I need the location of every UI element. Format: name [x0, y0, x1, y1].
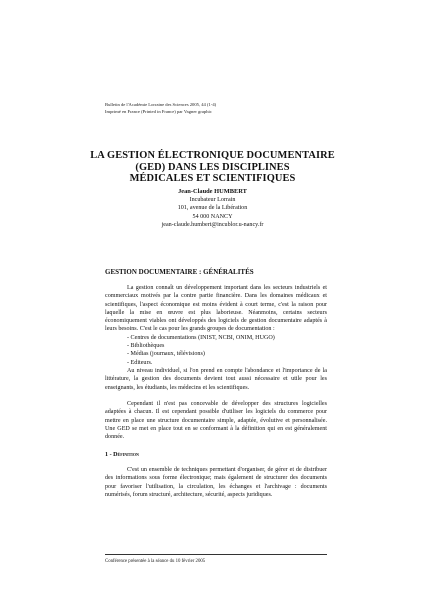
section-body: [105, 284, 327, 442]
list-item: - Bibliothèques: [127, 343, 165, 350]
paper-title: [90, 150, 335, 185]
section-heading: GESTION DOCUMENTAIRE : GÉNÉRALITÉS: [105, 268, 254, 276]
author-city: 54 000 NANCY: [192, 213, 233, 220]
footnote-divider: [105, 554, 327, 555]
subsection-title: Définition: [113, 452, 139, 458]
subsection-body: [105, 466, 327, 499]
title-line-1: LA GESTION ÉLECTRONIQUE DOCUMENTAIRE: [90, 150, 335, 161]
journal-header: [105, 102, 345, 115]
paragraph: La gestion connaît un développement important dans les secteurs industriels et commerciaux motivés par la contre partie financière. Dans les domaines médicaux et scientifiques, l'aspect économique est moins évident à court terme, c'est la raison pour laquelle la mise en œuvre est plus laborieuse. Néanmoins, certains secteurs économiquement viables ont développés des logiciels de gestion documentaire adaptés à leurs besoins. C'est le cas pour les grands groupes de documentation :: [105, 285, 327, 333]
subsection-number: 1 -: [105, 452, 114, 458]
list-item: - Editeurs.: [127, 359, 153, 366]
subsection-heading: [105, 452, 139, 458]
author-email: jean-claude.humbert@incublor.u-nancy.fr: [161, 221, 264, 228]
author-block: [90, 188, 335, 229]
journal-citation: Bulletin de l'Académie Lorraine des Sciences 2005, 44 (1-4): [105, 102, 217, 107]
list-item: - Médias (journaux, télévisions): [127, 351, 205, 358]
footnote: Conférence présentée à la séance du 10 février 2005: [105, 559, 206, 564]
author-name: Jean-Claude HUMBERT: [178, 188, 247, 195]
paragraph: Au niveau individuel, si l'on prend en compte l'abondance et l'importance de la littérature, la gestion des documents devient tout aussi nécessaire et utile pour les enseignants, les étudiants, les médecins et les scientifiques.: [105, 367, 327, 391]
printer-note: Imprimé en France (Printed in France) par Vagner graphic: [105, 108, 212, 114]
author-address: 101, avenue de la Libération: [177, 205, 248, 212]
documentation-groups-list: [105, 334, 327, 367]
paragraph: Cependant il n'est pas concevable de développer des structures logicielles adaptées à chacun. Il est cependant possible d'utiliser les logiciels du commerce pour mettre en place une structure documentaire simple, adaptée, évolutive et personnalisée. Une GED se met en place tout en se conformant à la définition qui en est généralement donnée.: [105, 401, 327, 441]
author-affiliation: Incubateur Lorrain: [189, 197, 236, 204]
title-line-2: (GED) DANS LES DISCIPLINES: [135, 161, 290, 173]
list-item: - Centres de documentations (INIST, NCBI, ONIM, HUGO): [127, 334, 275, 341]
title-line-3: MÉDICALES ET SCIENTIFIQUES: [129, 173, 296, 185]
paragraph: C'est un ensemble de techniques permettant d'organiser, de gérer et de distribuer des informations sous forme électronique; mais également de structurer des documents pour favoriser l'utilisation, la circulation, les échanges et l'archivage : documents numérisés, forum structuré, architecture, sécurité, aspects juridiques.: [105, 467, 327, 498]
